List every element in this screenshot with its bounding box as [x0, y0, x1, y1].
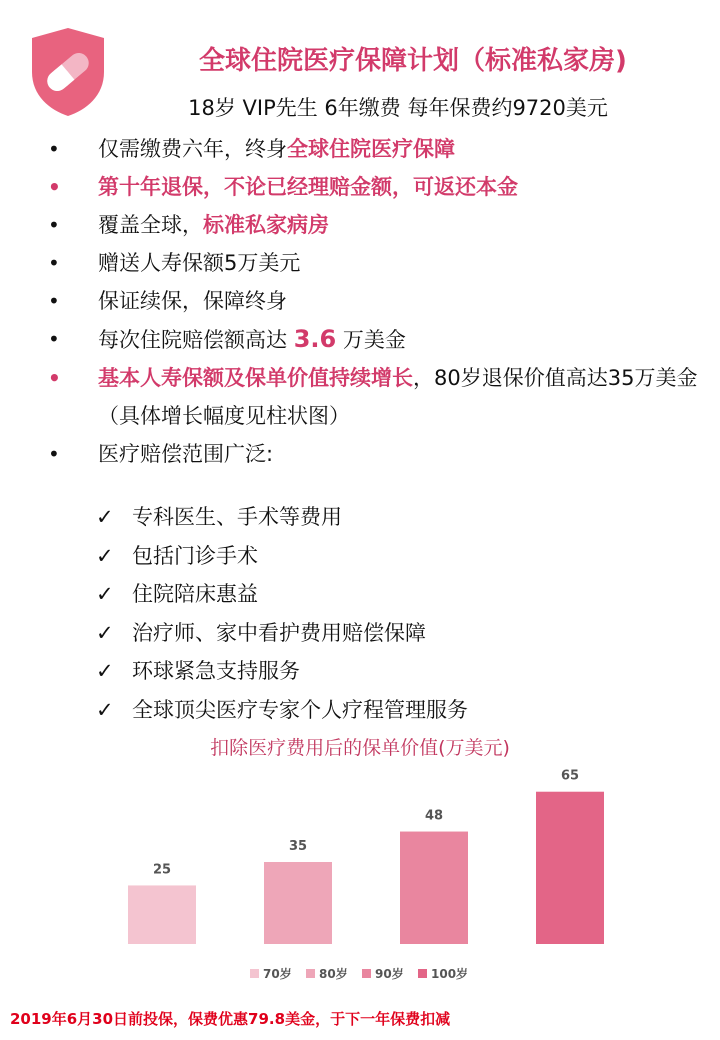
- bar-value-label: 65: [560, 768, 580, 784]
- bar-value-label: 48: [424, 808, 444, 824]
- bullet-icon: •: [48, 327, 60, 351]
- check-icon: ✓: [96, 543, 114, 568]
- promo-footnote: 2019年6月30日前投保，保费优惠79.8美金，于下一年保费扣减: [10, 1010, 451, 1028]
- legend-label: 80岁: [319, 967, 348, 981]
- policy-value-bar-chart: [0, 760, 720, 1000]
- coverage-text: 全球顶尖医疗专家个人疗程管理服务: [132, 697, 468, 722]
- feature-text: 保证续保，保障终身: [98, 289, 287, 313]
- feature-list: [40, 130, 710, 473]
- legend-label: 90岁: [375, 967, 404, 981]
- chart-title: 扣除医疗费用后的保单价值(万美元): [210, 737, 510, 759]
- feature-highlight: 3.6: [293, 325, 337, 353]
- legend-swatch: [418, 969, 427, 978]
- coverage-text: 环球紧急支持服务: [132, 659, 300, 683]
- coverage-item: [96, 691, 696, 730]
- shield-pill-icon: [30, 26, 106, 118]
- legend-swatch: [362, 969, 371, 978]
- feature-item: [40, 320, 710, 359]
- feature-text: 覆盖全球，: [98, 213, 203, 237]
- feature-highlight: 基本人寿保额及保单价值持续增长: [98, 366, 413, 390]
- coverage-item: [96, 537, 696, 576]
- coverage-text: 包括门诊手术: [132, 543, 258, 568]
- coverage-item: [96, 614, 696, 653]
- bar-80岁: [264, 862, 332, 944]
- feature-highlight: 全球住院医疗保障: [287, 137, 455, 161]
- feature-suffix: 万美金: [336, 328, 406, 352]
- legend-label: 70岁: [263, 967, 292, 981]
- feature-suffix: ，80岁退保价值高达35万美金（具体增长幅度见柱状图）: [98, 366, 698, 428]
- feature-highlight: 标准私家病房: [203, 213, 329, 237]
- coverage-text: 住院陪床惠益: [132, 582, 258, 606]
- check-icon: ✓: [96, 505, 114, 529]
- coverage-item: [96, 575, 696, 614]
- feature-item: [40, 130, 710, 168]
- check-icon: ✓: [96, 620, 114, 645]
- feature-item: [40, 435, 710, 473]
- check-icon: ✓: [96, 659, 114, 683]
- feature-text: 赠送人寿保额5万美元: [98, 251, 301, 275]
- feature-text: 仅需缴费六年，终身: [98, 137, 287, 161]
- bar-value-label: 35: [288, 839, 308, 854]
- bar-value-label: 25: [152, 862, 172, 878]
- check-icon: ✓: [96, 582, 114, 606]
- check-icon: ✓: [96, 697, 114, 722]
- coverage-text: 专科医生、手术等费用: [132, 505, 342, 529]
- bullet-icon: •: [48, 366, 61, 390]
- bullet-icon: •: [48, 137, 60, 161]
- bullet-icon: •: [48, 213, 60, 237]
- bar-90岁: [400, 832, 468, 944]
- feature-item: [40, 244, 710, 282]
- bullet-icon: •: [48, 251, 60, 275]
- feature-item: [40, 282, 710, 320]
- bar-100岁: [536, 792, 604, 944]
- feature-item: [40, 168, 710, 206]
- feature-item: [40, 206, 710, 244]
- legend-swatch: [306, 969, 315, 978]
- feature-text: 每次住院赔偿额高达: [98, 328, 294, 352]
- feature-item: [40, 359, 710, 435]
- coverage-text: 治疗师、家中看护费用赔偿保障: [132, 620, 426, 645]
- coverage-list: [96, 498, 696, 729]
- bar-70岁: [128, 885, 196, 944]
- feature-text: 医疗赔偿范围广泛:: [98, 442, 274, 466]
- coverage-item: [96, 652, 696, 691]
- bullet-icon: •: [48, 175, 61, 199]
- bullet-icon: •: [48, 289, 60, 313]
- legend-swatch: [250, 969, 259, 978]
- bullet-icon: •: [48, 442, 60, 466]
- page-title: 全球住院医疗保障计划（标准私家房): [199, 46, 627, 76]
- legend-label: 100岁: [431, 967, 469, 981]
- page-subtitle: 18岁 VIP先生 6年缴费 每年保费约9720美元: [188, 96, 608, 120]
- coverage-item: [96, 498, 696, 537]
- feature-text: 第十年退保，不论已经理赔金额，可返还本金: [98, 175, 518, 199]
